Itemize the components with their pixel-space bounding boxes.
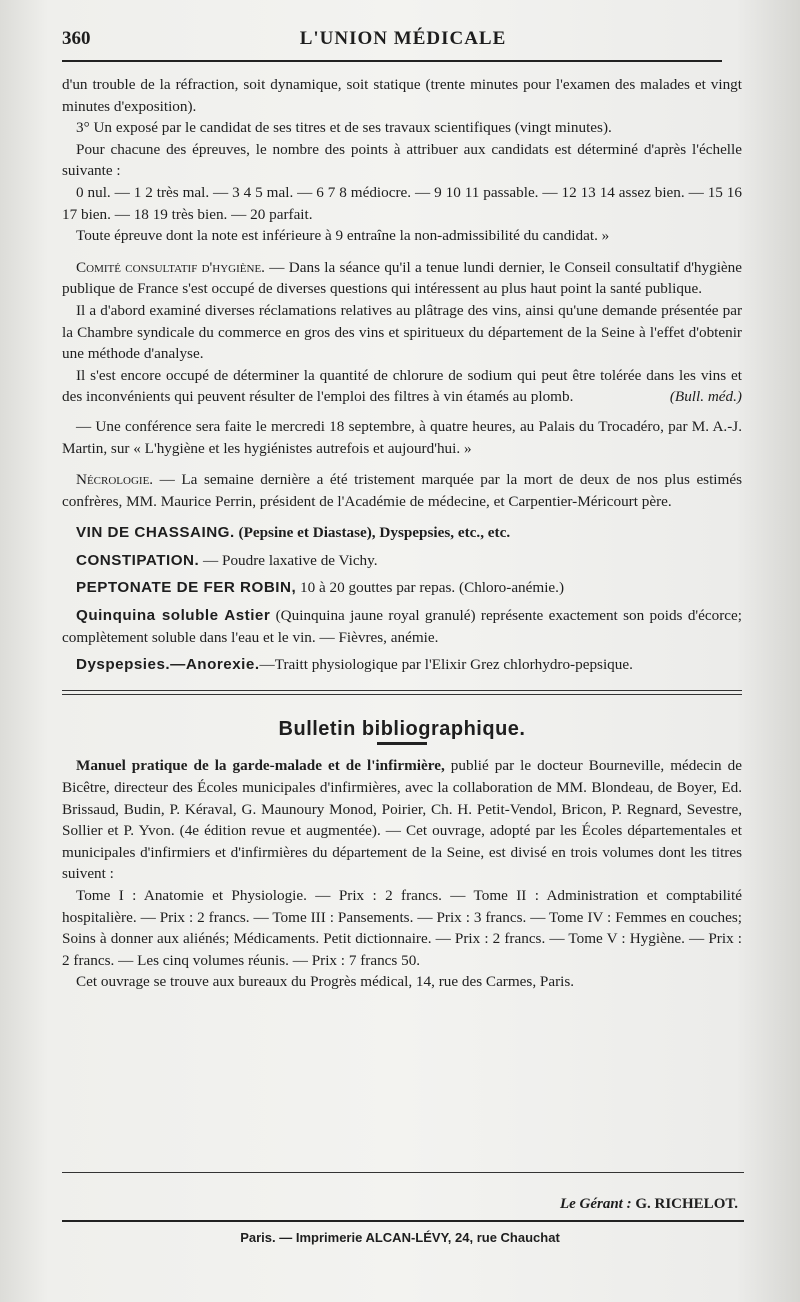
comite-text: — Dans la séance qu'il a tenue lundi dernier, le Conseil consultatif d'hygiène publique de France s'est occupé de diverses questions qui intéressent au plus haut point la santé publique. <box>62 258 743 298</box>
book-title: Manuel pratique de la garde-malade et de l'infirmière, <box>76 757 445 775</box>
ad-peptonate: PEPTONATE DE FER ROBIN, 10 à 20 gouttes par repas. (Chloro-anémie.) <box>76 579 565 597</box>
necrologie-text: — La semaine dernière a été tristement marquée par la mort de deux de nos plus estimés confrères, MM. Maurice Perrin, président de l'Académie de médecine, et Carpentier-Méricourt père. <box>62 471 742 510</box>
ad-dyspepsies: Dyspepsies.—Anorexie.—Traitt physiologique par l'Elixir Grez chlorhydro-pepsique. <box>76 656 633 674</box>
header-rule <box>62 60 722 62</box>
bulletin-title-rule <box>377 742 427 745</box>
bulletin-title: Bulletin bibliographique. <box>278 717 526 740</box>
paragraph-necrologie <box>62 469 742 512</box>
article-body <box>62 74 742 993</box>
comite-label: Comité consultatif d'hygiène. <box>76 258 265 276</box>
source-citation: (Bull. méd.) <box>669 388 742 406</box>
section-divider <box>62 690 742 695</box>
advertisements <box>62 522 742 676</box>
paragraph-reclamations: Il a d'abord examiné diverses réclamations relatives au plâtrage des vins, ainsi qu'une demande présentée par la Chambre syndicale du commerce en gros des vins et spiritueux du département de la Seine à l'effet d'obtenir une méthode d'analyse. <box>62 301 742 363</box>
paragraph-chlorure <box>62 365 742 408</box>
paragraph-scoring: Pour chacune des épreuves, le nombre des points à attribuer aux candidats est déterminé d'après l'échelle suivante : <box>62 140 742 180</box>
gerant-name: G. RICHELOT. <box>635 1196 738 1212</box>
ad-constipation: CONSTIPATION. — Poudre laxative de Vichy. <box>76 551 378 569</box>
gerant-signature <box>560 1196 738 1213</box>
paragraph-manuel <box>62 755 742 885</box>
paragraph-conference: — Une conférence sera faite le mercredi 18 septembre, à quatre heures, au Palais du Trocadéro, par M. A.-J. Martin, sur « L'hygiène et les hygiénistes autrefois et aujourd'hui. » <box>62 417 742 457</box>
paragraph-exam-end: d'un trouble de la réfraction, soit dynamique, soit statique (trente minutes pour l'examen des malades et vingt minutes d'exposition). <box>62 76 742 115</box>
journal-title: L'UNION MÉDICALE <box>299 28 507 49</box>
paragraph-item-3: 3° Un exposé par le candidat de ses titres et de ses travaux scientifiques (vingt minutes). <box>76 119 612 137</box>
page-number: 360 <box>62 28 91 49</box>
ad-quinquina: Quinquina soluble Astier (Quinquina jaune royal granulé) représente exactement son poids d'écorce; complètement soluble dans l'eau et le vin. — Fièvres, anémie. <box>62 607 742 646</box>
paragraph-comite <box>62 257 742 300</box>
paragraph-availability: Cet ouvrage se trouve aux bureaux du Progrès médical, 14, rue des Carmes, Paris. <box>76 973 575 991</box>
gerant-label: Le Gérant : <box>559 1196 632 1212</box>
paragraph-tomes: Tome I : Anatomie et Physiologie. — Prix : 2 francs. — Tome II : Administration et comptabilité hospitalière. — Prix : 2 francs. — Tome III : Pansements. — Prix : 3 francs. — Tome IV : Femmes en couches; Soins à donner aux aliénés; Médicaments. Petit dictionnaire. — Prix : 2 francs. — Tome V : Hygiène. — Prix : 2 francs. — Les cinq volumes réunis. — Prix : 7 francs 50. <box>62 887 742 969</box>
footer-rule-bottom <box>62 1220 744 1222</box>
page-header <box>62 26 744 56</box>
printer-imprint: Paris. — Imprimerie ALCAN-LÉVY, 24, rue Chauchat <box>240 1230 560 1245</box>
paragraph-scale: 0 nul. — 1 2 très mal. — 3 4 5 mal. — 6 7 8 médiocre. — 9 10 11 passable. — 12 13 14 assez bien. — 15 16 17 bien. — 18 19 très bien. — 20 parfait. <box>62 183 742 223</box>
book-description: publié par le docteur Bourneville, médecin de Bicêtre, directeur des Écoles municipales d'infirmières, avec la collaboration de MM. Blondeau, de Boyer, Ed. Brissaud, Budin, P. Kéraval, G. Maunoury Monod, Poirier, Ch. H. Petit-Vendol, Bricon, P. Regnard, Sevestre, Sollier et P. Yvon. (4e édition revue et augmentée). — Cet ouvrage, adopté par les Écoles départementales et municipales d'infirmiers et d'infirmières du département de la Seine, est divisé en trois volumes dont les titres suivent : <box>62 757 742 883</box>
footer-rule-top <box>62 1172 744 1173</box>
necrologie-label: Nécrologie. <box>76 471 154 489</box>
ad-vin-chassaing: VIN DE CHASSAING. (Pepsine et Diastase), Dyspepsies, etc., etc. <box>76 524 511 542</box>
chlorure-text: Il s'est encore occupé de déterminer la quantité de chlorure de sodium qui peut être tolérée dans les vins et des inconvénients qui peuvent résulter de l'emploi des filtres à vin étamés au plomb. <box>62 366 742 406</box>
paragraph-admissibility: Toute épreuve dont la note est inférieure à 9 entraîne la non-admissibilité du candidat. » <box>76 227 610 245</box>
